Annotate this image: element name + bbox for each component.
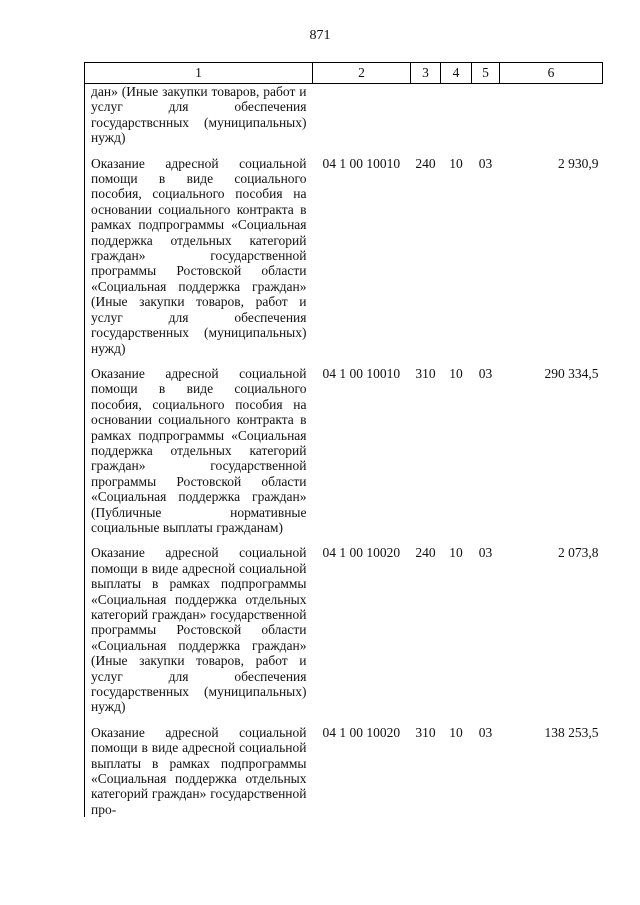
row-target-code: 04 1 00 10010 <box>322 155 401 171</box>
row-expense-type: 240 <box>415 545 436 561</box>
row-amount: 2 930,9 <box>558 155 599 171</box>
column-header-5: 5 <box>472 63 500 84</box>
row-subsection: 03 <box>478 365 493 381</box>
column-header-1: 1 <box>85 63 313 84</box>
budget-table <box>84 62 603 817</box>
column-header-4: 4 <box>441 63 472 84</box>
row-section: 10 <box>449 545 463 561</box>
table-row <box>85 715 603 817</box>
row-amount: 138 253,5 <box>544 724 599 740</box>
row-description: Оказание адресной социальной помощи в виде социального пособия, социального пособия на основании социального контракта в рамках подпрограммы «Социальная поддержка отдельных категорий граждан» государственной программы Ростовской области «Социальная поддержка граждан» (Публичные нормативные социальные выплаты гражданам) <box>85 356 313 535</box>
row-description: Оказание адресной социальной помощи в виде адресной социальной выплаты в рамках подпрограммы «Социальная поддержка отдельных категорий граждан» государственной программы Ростовской области «Социальная поддержка граждан» (Иные закупки товаров, работ и услуг для обеспечения государственных (муниципальных) нужд) <box>85 535 313 714</box>
page-number: 871 <box>309 28 331 43</box>
row-target-code <box>313 84 411 146</box>
row-description: дан» (Иные закупки товаров, работ и услуг для обеспечения государствснных (муниципальных) нужд) <box>85 84 313 146</box>
row-subsection <box>472 84 500 146</box>
row-expense-type: 310 <box>415 724 436 740</box>
row-target-code: 04 1 00 10020 <box>322 724 401 740</box>
column-header-2: 2 <box>313 63 411 84</box>
row-description: Оказание адресной социальной помощи в виде адресной социальной выплаты в рамках подпрограммы «Социальная поддержка отдельных категорий граждан» государственной про- <box>85 715 313 817</box>
row-section: 10 <box>449 365 463 381</box>
row-expense-type <box>411 84 441 146</box>
row-expense-type: 240 <box>415 155 436 171</box>
row-section <box>441 84 472 146</box>
row-expense-type: 310 <box>415 365 436 381</box>
row-target-code: 04 1 00 10020 <box>322 545 401 561</box>
row-description: Оказание адресной социальной помощи в виде социального пособия, социального пособия на основании социального контракта в рамках подпрограммы «Социальная поддержка отдельных категорий граждан» государственной программы Ростовской области «Социальная поддержка граждан» (Иные закупки товаров, работ и услуг для обеспечения государственных (муниципальных) нужд) <box>85 146 313 356</box>
table-row <box>85 356 603 535</box>
row-subsection: 03 <box>478 155 493 171</box>
row-amount: 2 073,8 <box>558 545 599 561</box>
table-row <box>85 84 603 146</box>
column-header-3: 3 <box>411 63 441 84</box>
row-subsection: 03 <box>478 724 493 740</box>
row-amount <box>500 84 603 146</box>
row-amount: 290 334,5 <box>544 365 599 381</box>
row-subsection: 03 <box>478 545 493 561</box>
row-section: 10 <box>449 155 463 171</box>
table-header-row <box>85 63 603 84</box>
table-row <box>85 535 603 714</box>
column-header-6: 6 <box>500 63 603 84</box>
row-target-code: 04 1 00 10010 <box>322 365 401 381</box>
table-row <box>85 146 603 356</box>
row-section: 10 <box>449 724 463 740</box>
